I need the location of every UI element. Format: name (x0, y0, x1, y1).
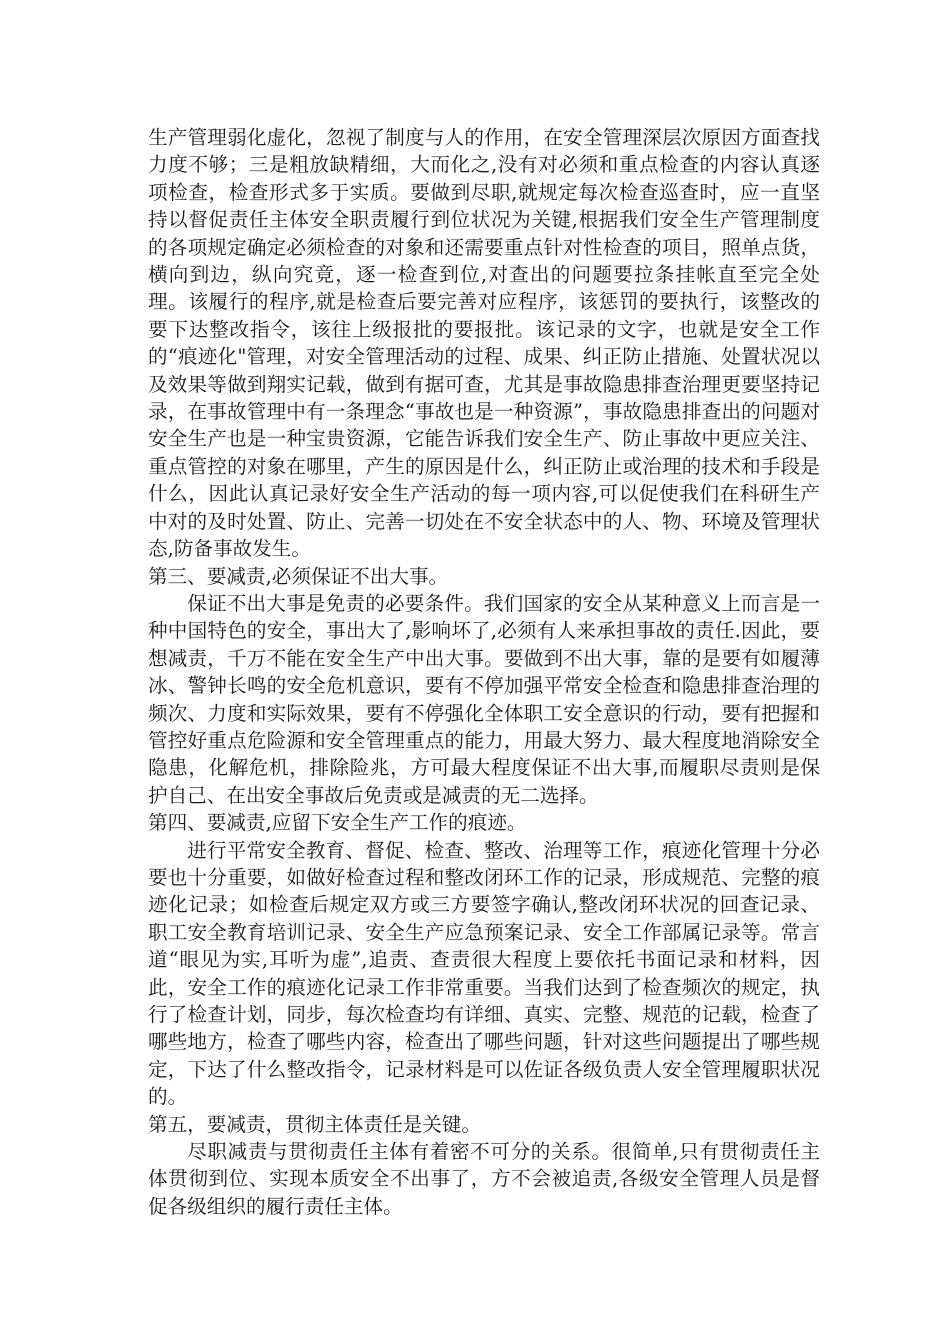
paragraph-section-5: 尽职减责与贯彻责任主体有着密不可分的关系。很简单,只有贯彻责任主体贯彻到位、实现本质安全不出事了，方不会被追责,各级安全管理人员是督促各级组织的履行责任主体。 (148, 1140, 820, 1218)
section-heading-5: 第五，要减责，贯彻主体责任是关键。 (148, 1112, 482, 1136)
document-body (148, 124, 820, 1220)
paragraph-section-4: 进行平常安全教育、督促、检查、整改、治理等工作，痕迹化管理十分必要也十分重要，如做好检查过程和整改闭环工作的记录，形成规范、完整的痕迹化记录；如检查后规定双方或三方要签字确认,整改闭环状况的回查记录、职工安全教育培训记录、安全生产应急预案记录、安全工作部属记录等。常言道“眼见为实,耳听为虚”,追责、查责很大程度上要依托书面记录和材料，因此，安全工作的痕迹化记录工作非常重要。当我们达到了检查频次的规定，执行了检查计划，同步，每次检查均有详细、真实、完整、规范的记载，检查了哪些地方，检查了哪些内容，检查出了哪些问题，针对这些问题提出了哪些规定，下达了什么整改指令，记录材料是可以佐证各级负责人安全管理履职状况的。 (148, 838, 820, 1109)
paragraph-intro: 生产管理弱化虚化，忽视了制度与人的作用，在安全管理深层次原因方面查找力度不够；三是粗放缺精细，大而化之,没有对必须和重点检查的内容认真逐项检查，检查形式多于实质。要做到尽职,就规定每次检查巡查时，应一直坚持以督促责任主体安全职责履行到位状况为关键,根据我们安全生产管理制度的各项规定确定必须检查的对象和还需要重点针对性检查的项目，照单点货，横向到边，纵向究竟，逐一检查到位,对查出的问题要拉条挂帐直至完全处理。该履行的程序,就是检查后要完善对应程序，该惩罚的要执行，该整改的要下达整改指令，该往上级报批的要报批。该记录的文字，也就是安全工作的“痕迹化"管理，对安全管理活动的过程、成果、纠正防止措施、处置状况以及效果等做到翔实记载，做到有据可查，尤其是事故隐患排查治理更要坚持记录，在事故管理中有一条理念“事故也是一种资源”，事故隐患排查出的问题对安全生产也是一种宝贵资源，它能告诉我们安全生产、防止事故中更应关注、重点管控的对象在哪里，产生的原因是什么，纠正防止或治理的技术和手段是什么，因此认真记录好安全生产活动的每一项内容,可以促使我们在科研生产中对的及时处置、防止、完善一切处在不安全状态中的人、物、环境及管理状态,防备事故发生。 (148, 126, 820, 561)
section-heading-3: 第三、要减责,必须保证不出大事。 (148, 564, 449, 588)
section-heading-4: 第四、要减责,应留下安全生产工作的痕迹。 (148, 811, 527, 835)
paragraph-section-3: 保证不出大事是免责的必要条件。我们国家的安全从某种意义上而言是一种中国特色的安全，事出大了,影响坏了,必须有人来承担事故的责任.因此，要想减责，千万不能在安全生产中出大事。要做到不出大事，靠的是要有如履薄冰、警钟长鸣的安全危机意识，要有不停加强平常安全检查和隐患排查治理的频次、力度和实际效果，要有不停强化全体职工安全意识的行动，要有把握和管控好重点危险源和安全管理重点的能力，用最大努力、最大程度地消除安全隐患，化解危机，排除险兆，方可最大程度保证不出大事,而履职尽责则是保护自己、在出安全事故后免责或是减责的无二选择。 (148, 591, 820, 807)
